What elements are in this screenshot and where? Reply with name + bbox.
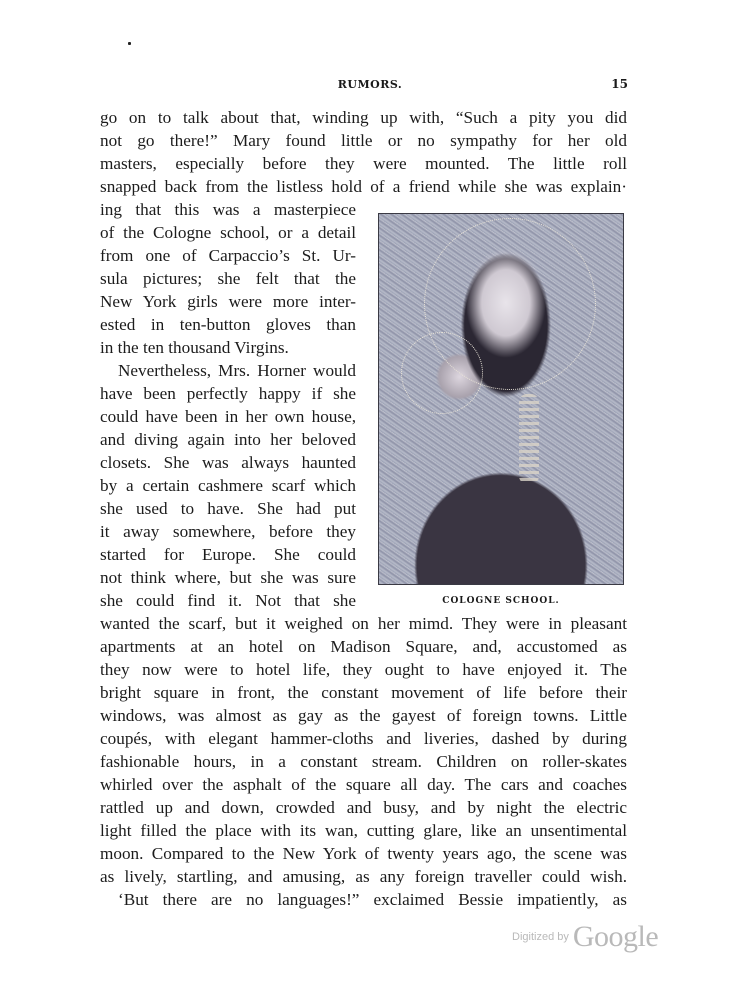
text-line: coupés, with elegant hammer-cloths and liveries, dashed by during — [100, 729, 627, 748]
text-line: windows, was almost as gay as the gayest of foreign towns. Little — [100, 706, 627, 725]
paragraph-start-line: Nevertheless, Mrs. Horner would — [118, 361, 356, 380]
text-line: light filled the place with its wan, cutting glare, like an unsentimental — [100, 821, 627, 840]
running-head: RUMORS. — [337, 78, 403, 91]
text-line: by a certain cashmere scarf which — [100, 476, 356, 495]
text-line: she could find it. Not that she — [100, 591, 356, 610]
text-line: go on to talk about that, winding up with, “Such a pity you did — [100, 108, 627, 127]
bead-necklace — [519, 394, 539, 484]
madonna-engraving-illustration — [378, 213, 624, 585]
text-line: bright square in front, the constant movement of life before their — [100, 683, 627, 702]
text-line: snapped back from the listless hold of a friend while she was explain· — [100, 177, 627, 196]
text-line: masters, especially before they were mounted. The little roll — [100, 154, 627, 173]
text-line: not think where, but she was sure — [100, 568, 356, 587]
text-line: ested in ten-button gloves than — [100, 315, 356, 334]
text-line: closets. She was always haunted — [100, 453, 356, 472]
text-line: have been perfectly happy if she — [100, 384, 356, 403]
child-halo — [401, 332, 483, 414]
text-line: rattled up and down, crowded and busy, and by night the electric — [100, 798, 627, 817]
text-line: started for Europe. She could — [100, 545, 356, 564]
text-line: wanted the scarf, but it weighed on her mimd. They were in pleasant — [100, 614, 627, 633]
paragraph-start-line: ‘But there are no languages!” exclaimed Bessie impatiently, as — [118, 890, 627, 909]
google-logo: Google — [572, 920, 659, 953]
text-line: apartments at an hotel on Madison Square, and, accustomed as — [100, 637, 627, 656]
text-line: whirled over the asphalt of the square all day. The cars and coaches — [100, 775, 627, 794]
text-line: as lively, startling, and amusing, as any foreign traveller could wish. — [100, 867, 627, 886]
text-line: could have been in her own house, — [100, 407, 356, 426]
digitized-by-google-watermark — [512, 920, 658, 954]
text-line: ing that this was a masterpiece — [100, 200, 356, 219]
text-line: in the ten thousand Virgins. — [100, 338, 289, 357]
text-line: they now were to hotel life, they ought to have enjoyed it. The — [100, 660, 627, 679]
page-number: 15 — [611, 77, 628, 91]
text-line: not go there!” Mary found little or no sympathy for her old — [100, 131, 627, 150]
text-line: she used to have. She had put — [100, 499, 356, 518]
text-line: it away somewhere, before they — [100, 522, 356, 541]
text-line: from one of Carpaccio’s St. Ur- — [100, 246, 356, 265]
figure-caption: COLOGNE SCHOOL. — [442, 596, 560, 606]
text-line: and diving again into her beloved — [100, 430, 356, 449]
text-line: sula pictures; she felt that the — [100, 269, 356, 288]
text-line: of the Cologne school, or a detail — [100, 223, 356, 242]
watermark-prefix: Digitized by — [512, 931, 569, 943]
text-line: New York girls were more inter- — [100, 292, 356, 311]
text-line: fashionable hours, in a constant stream. Children on roller-skates — [100, 752, 627, 771]
text-line: moon. Compared to the New York of twenty years ago, the scene was — [100, 844, 627, 863]
ink-speck — [128, 42, 131, 45]
